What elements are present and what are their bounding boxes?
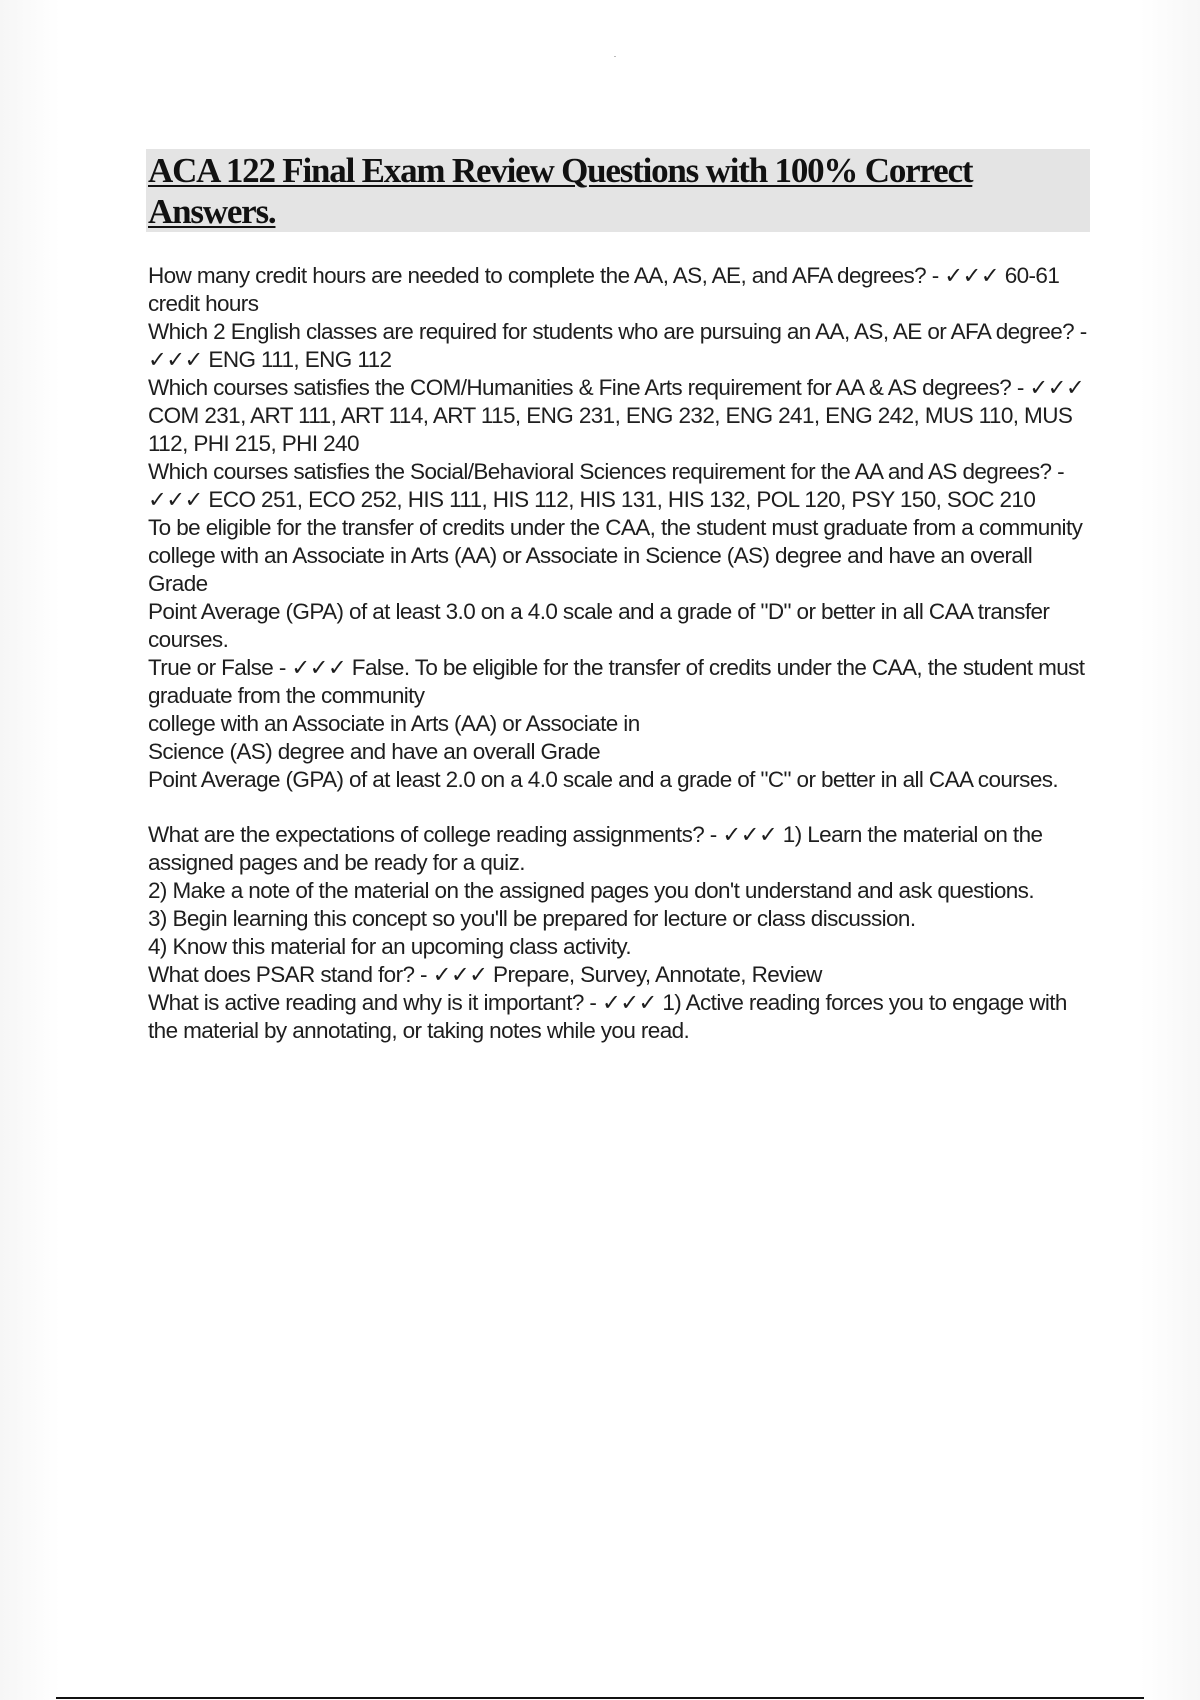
page-bottom-rule (56, 1697, 1144, 1699)
answer-text: 60-61 credit hours (148, 263, 1060, 316)
qa-item-humanities: Which courses satisfies the COM/Humanities & Fine Arts requirement for AA & AS degrees? - ✓✓✓ COM 231, ART 111, ART 114, ART 115, ENG 231, ENG 232, ENG 241, ENG 242, MUS 110, MUS 112, PHI 215, PHI 240 (148, 375, 1085, 456)
scan-speck (614, 56, 616, 57)
question-text: What are the expectations of college reading assignments? (148, 822, 705, 847)
answer-text: ECO 251, ECO 252, HIS 111, HIS 112, HIS 131, HIS 132, POL 120, PSY 150, SOC 210 (208, 487, 1036, 512)
question-text: How many credit hours are needed to complete the AA, AS, AE, and AFA degrees? (148, 263, 927, 288)
answer-text: 1) Active reading forces you to engage with the material by annotating, or taking notes while you read. (148, 990, 1067, 1043)
qa-item-active-reading: What is active reading and why is it important? - ✓✓✓ 1) Active reading forces you to engage with the material by annotating, or taking notes while you read. (148, 990, 1067, 1043)
answer-text: COM 231, ART 111, ART 114, ART 115, ENG 231, ENG 232, ENG 241, ENG 242, MUS 110, MUS 112, PHI 215, PHI 240 (148, 403, 1073, 456)
answer-line: college with an Associate in Arts (AA) or Associate in (148, 711, 640, 736)
question-text: Which courses satisfies the Social/Behavioral Sciences requirement for the AA and AS degrees? (148, 459, 1052, 484)
question-text: What does PSAR stand for? (148, 962, 415, 987)
qa-item-caa-true-false (148, 514, 1093, 794)
answer-line: Science (AS) degree and have an overall Grade (148, 739, 601, 764)
check-marks: ✓✓✓ (601, 990, 657, 1015)
answer-point-2: 2) Make a note of the material on the assigned pages you don't understand and ask questions. (148, 878, 1034, 903)
statement-line: Point Average (GPA) of at least 3.0 on a 4.0 scale and a grade of "D" or better in all CAA transfer courses. (148, 599, 1050, 652)
answer-point-3: 3) Begin learning this concept so you'll be prepared for lecture or class discussion. (148, 906, 916, 931)
answer-line: Point Average (GPA) of at least 2.0 on a 4.0 scale and a grade of "C" or better in all CAA courses. (148, 767, 1059, 792)
check-marks: ✓✓✓ (291, 655, 347, 680)
statement-line: To be eligible for the transfer of credits under the CAA, the student must graduate from a community college with an Associate in Arts (AA) or Associate in Science (AS) degree and have an overall Grade (148, 515, 1083, 596)
question-text: What is active reading and why is it important? (148, 990, 584, 1015)
answer-line: True or False - ✓✓✓ False. To be eligible for the transfer of credits under the CAA, the student must graduate from the community (148, 655, 1085, 708)
answer-text: Prepare, Survey, Annotate, Review (493, 962, 822, 987)
check-marks: ✓✓✓ (722, 822, 778, 847)
page-title: ACA 122 Final Exam Review Questions with 100% Correct Answers. (148, 151, 973, 231)
qa-item-credit-hours: How many credit hours are needed to complete the AA, AS, AE, and AFA degrees? - ✓✓✓ 60-61 credit hours (148, 263, 1060, 316)
answer-text: ENG 111, ENG 112 (208, 347, 392, 372)
check-marks: ✓✓✓ (148, 347, 203, 372)
question-text: Which 2 English classes are required for students who are pursuing an AA, AS, AE or AFA degree? (148, 319, 1075, 344)
question-text: True or False (148, 655, 274, 680)
qa-item-reading-expectations: What are the expectations of college reading assignments? - ✓✓✓ 1) Learn the material on the assigned pages and be ready for a quiz. (148, 822, 1043, 875)
qa-content (148, 262, 1093, 1045)
check-marks: ✓✓✓ (1029, 375, 1085, 400)
answer-text: 1) Learn the material on the assigned pages and be ready for a quiz. (148, 822, 1043, 875)
check-marks: ✓✓✓ (432, 962, 488, 987)
question-text: Which courses satisfies the COM/Humanities & Fine Arts requirement for AA & AS degrees? (148, 375, 1012, 400)
qa-item-psar: What does PSAR stand for? - ✓✓✓ Prepare, Survey, Annotate, Review (148, 962, 822, 987)
qa-item-social-sciences: Which courses satisfies the Social/Behavioral Sciences requirement for the AA and AS degrees? - ✓✓✓ ECO 251, ECO 252, HIS 111, HIS 112, HIS 131, HIS 132, POL 120, PSY 150, SOC 210 (148, 459, 1065, 512)
qa-item-english-classes: Which 2 English classes are required for students who are pursuing an AA, AS, AE or AFA degree? - ✓✓✓ ENG 111, ENG 112 (148, 319, 1087, 372)
answer-text: False. To be eligible for the transfer of credits under the CAA, the student must graduate from the community (148, 655, 1085, 708)
answer-point-4: 4) Know this material for an upcoming class activity. (148, 934, 631, 959)
check-marks: ✓✓✓ (148, 487, 203, 512)
check-marks: ✓✓✓ (944, 263, 1000, 288)
